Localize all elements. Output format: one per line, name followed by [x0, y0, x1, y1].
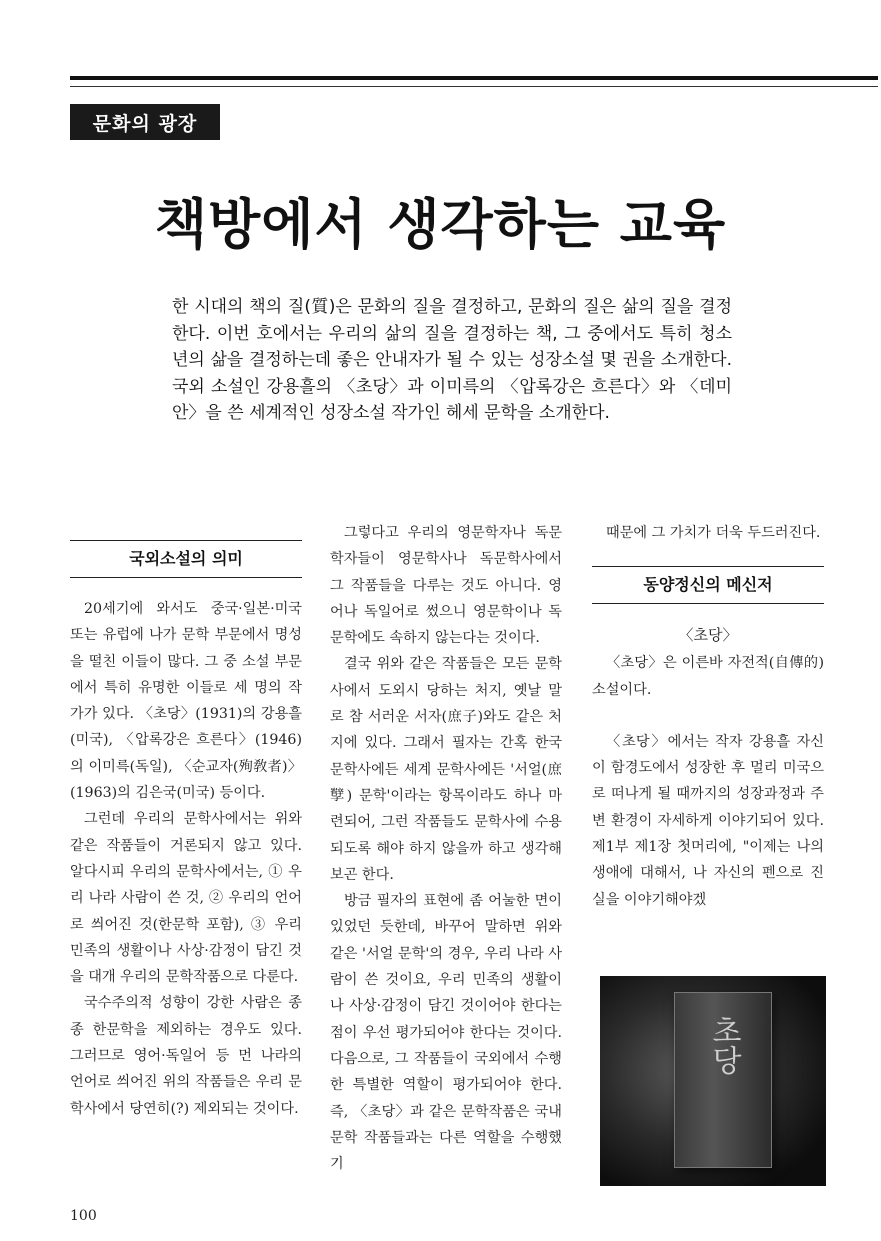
column-1	[70, 520, 302, 1122]
paragraph-gap	[592, 703, 824, 729]
col2-paragraph-2: 결국 위와 같은 작품들은 모든 문학사에서 도외시 당하는 처지, 옛날 말로 참 서러운 서자(庶子)와도 같은 처지에 있다. 그래서 필자는 간혹 한국 문학사에든 세계 문학사에든 '서얼(庶孼) 문학'이라는 항목이라도 하나 마련되어, 그런 작품들도 문학사에 수용되도록 해야 하지 않을까 하고 생각해 보곤 한다.	[330, 656, 562, 883]
article-headline: 책방에서 생각하는 교육	[154, 193, 727, 256]
col2-paragraph-1: 그렇다고 우리의 영문학자나 독문학자들이 영문학사나 독문학사에서 그 작품들을 다루는 것도 아니다. 영어나 독일어로 썼으니 영문학이나 독문학에도 속하지 않는다는 것이다.	[330, 525, 562, 647]
page-number: 100	[70, 1208, 97, 1224]
section-tag: 문화의 광장	[70, 104, 220, 140]
col2-paragraph-3: 방금 필자의 표현에 좀 어눌한 면이 있었던 듯한데, 바꾸어 말하면 위와 같은 '서얼 문학'의 경우, 우리 나라 사람이 쓴 것이요, 우리 민족의 생활이나 사상·감정이 담긴 것이어야 한다는 점이 우선 평가되어야 한다는 것이다. 다음으로, 그 작품들이 국외에서 수행한 특별한 역할이 평가되어야 한다. 즉, 〈초당〉과 같은 문학작품은 국내 문학 작품들과는 다른 역할을 수행했기	[330, 893, 562, 1173]
book-cover-photo	[600, 976, 826, 1186]
subsubhead-chodang: 〈초당〉	[678, 626, 738, 645]
col3-paragraph-2: 〈초당〉은 이른바 자전적(自傳的) 소설이다.	[592, 655, 824, 698]
subhead-foreign-novel: 국외소설의 의미	[70, 540, 302, 578]
column-3	[592, 520, 824, 913]
article-lead	[172, 294, 732, 427]
col1-paragraph-2: 그런데 우리의 문학사에서는 위와 같은 작품들이 거론되지 않고 있다. 알다시피 우리의 문학사에서는, ① 우리 나라 사람이 쓴 것, ② 우리의 언어로 씌어진 것(한문학 포함), ③ 우리 민족의 생활이나 사상·감정이 담긴 것을 대개 우리의 문학작품으로 다룬다.	[70, 811, 302, 986]
book-cover	[674, 992, 772, 1168]
col1-paragraph-3: 국수주의적 성향이 강한 사람은 종종 한문학을 제외하는 경우도 있다. 그러므로 영어·독일어 등 먼 나라의 언어로 씌어진 위의 작품들은 우리 문학사에서 당연히(?) 제외되는 것이다.	[70, 995, 302, 1117]
lead-paragraph: 한 시대의 책의 질(質)은 문화의 질을 결정하고, 문화의 질은 삶의 질을 결정한다. 이번 호에서는 우리의 삶의 질을 결정하는 책, 그 중에서도 특히 청소년의 삶을 결정하는데 좋은 안내자가 될 수 있는 성장소설 몇 권을 소개한다. 국외 소설인 강용흘의 〈초당〉과 이미륵의 〈압록강은 흐른다〉와 〈데미안〉을 쓴 세계적인 성장소설 작가인 헤세 문학을 소개한다.	[172, 297, 732, 423]
top-rule-thin	[70, 86, 878, 87]
subhead-eastern-spirit: 동양정신의 메신저	[592, 566, 824, 604]
top-rule	[70, 76, 878, 80]
column-2	[330, 520, 562, 1177]
col3-paragraph-3: 〈초당〉에서는 작자 강용흘 자신이 함경도에서 성장한 후 멀리 미국으로 떠나게 될 때까지의 성장과정과 주변 환경이 자세하게 이야기되어 있다. 제1부 제1장 첫머리에, "이제는 나의 생애에 대해서, 나 자신의 펜으로 진실을 이야기해야겠	[592, 733, 824, 908]
col3-paragraph-1: 때문에 그 가치가 더욱 두드러진다.	[606, 525, 821, 541]
col1-paragraph-1: 20세기에 와서도 중국·일본·미국 또는 유럽에 나가 문학 부문에서 명성을 떨친 이들이 많다. 그 중 소설 부문에서 특히 유명한 이들로 세 명의 작가가 있다. 〈초당〉(1931)의 강용흘(미국), 〈압록강은 흐른다〉(1946)의 이미륵(독일), 〈순교자(殉敎者)〉(1963)의 김은국(미국) 등이다.	[70, 601, 302, 802]
book-cover-title: 초당	[706, 1015, 741, 1075]
